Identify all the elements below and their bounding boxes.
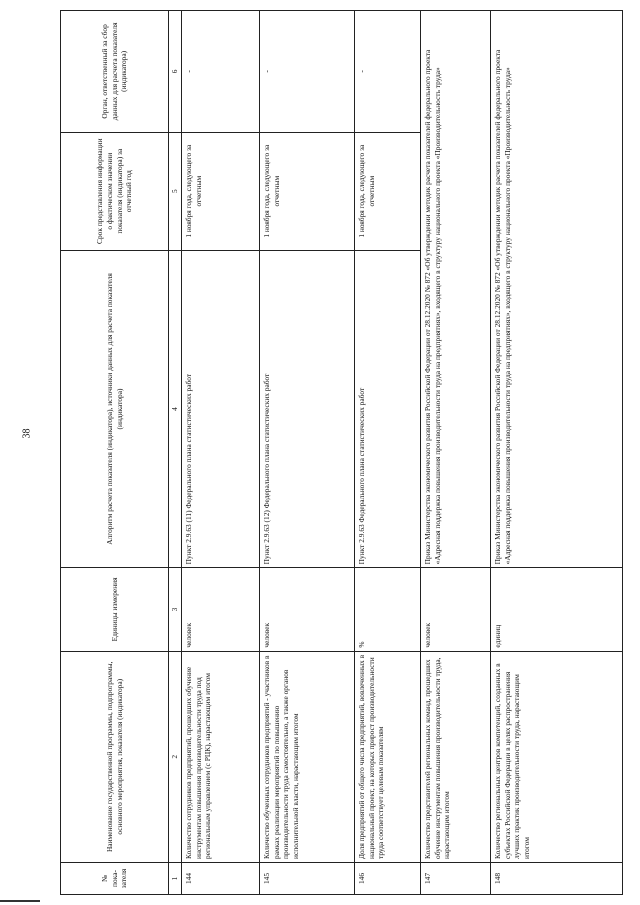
table-row (420, 11, 490, 895)
indicator-name: Количество сотрудников предприятий, прошедших обучение инструментам повышения производительности труда под региональным управлением (с РЦК), нарастающим итогом (181, 651, 259, 862)
row-number: 144 (181, 862, 259, 894)
indicator-name: Количество обученных сотрудников предприятий - участников в рамках реализации мероприятий по повышению производительности труда самостоятельно, а также органов исполнительной власти, нарастающим итогом (259, 651, 354, 862)
column-number: 4 (169, 250, 182, 568)
indicator-unit: % (354, 568, 420, 651)
row-number: 147 (420, 862, 490, 894)
indicator-algorithm: Приказ Министерства экономического развития Российской Федерации от 28.12.2020 № 872 «Об утверждении методик расчета показателей федерального проекта «Адресная поддержка повышения производительности труда на предприятиях», входящего в структуру национального проекта «Производительность труда» (490, 11, 622, 568)
indicator-unit: человек (420, 568, 490, 651)
indicator-algorithm: Пункт 2.9.63 Федерального плана статистических работ (354, 250, 420, 568)
indicator-organ: - (354, 11, 420, 133)
table-row (490, 11, 622, 895)
column-number: 3 (169, 568, 182, 651)
indicator-algorithm: Пункт 2.9.63 (11) Федерального плана статистических работ (181, 250, 259, 568)
indicator-algorithm: Приказ Министерства экономического развития Российской Федерации от 28.12.2020 № 872 «Об утверждении методик расчета показателей федерального проекта «Адресная поддержка повышения производительности труда на предприятиях», входящего в структуру национального проекта «Производительность труда» (420, 11, 490, 568)
header-organ: Орган, ответственный за сбор данных для расчета показателя (индикатора) (61, 11, 169, 133)
indicators-table (60, 10, 623, 895)
indicator-term: 1 ноября года, следующего за отчетным (259, 132, 354, 250)
indicator-term: 1 ноября года, следующего за отчетным (354, 132, 420, 250)
indicator-organ: - (259, 11, 354, 133)
indicator-unit: единиц (490, 568, 622, 651)
column-number: 1 (169, 862, 182, 894)
header-term: Срок представления информации о фактическом значении показателя (индикатора) за отчетный год (61, 132, 169, 250)
indicator-unit: человек (181, 568, 259, 651)
scan-edge-line (0, 900, 40, 902)
header-name: Наименование государственной программы, подпрограммы, основного мероприятия, показателя (индикатора) (61, 651, 169, 862)
row-number: 148 (490, 862, 622, 894)
column-number: 6 (169, 11, 182, 133)
indicator-name: Количество представителей региональных команд, прошедших обучение инструментам повышения производительности труда, нарастающим итогом (420, 651, 490, 862)
column-number: 5 (169, 132, 182, 250)
header-number: № пока-зателя (61, 862, 169, 894)
indicator-unit: человек (259, 568, 354, 651)
header-unit: Единицы измерения (61, 568, 169, 651)
row-number: 146 (354, 862, 420, 894)
table-row (259, 11, 354, 895)
row-number: 145 (259, 862, 354, 894)
rotated-table-container (60, 10, 620, 895)
header-row (61, 11, 169, 895)
column-number: 2 (169, 651, 182, 862)
page-number: 38 (21, 428, 33, 439)
column-number-row (169, 11, 182, 895)
table-row (181, 11, 259, 895)
header-algorithm: Алгоритм расчета показателя (индикатора), источники данных для расчета показателя (индикатора) (61, 250, 169, 568)
indicator-organ: - (181, 11, 259, 133)
indicator-algorithm: Пункт 2.9.63 (12) Федерального плана статистических работ (259, 250, 354, 568)
indicator-term: 1 ноября года, следующего за отчетным (181, 132, 259, 250)
indicator-name: Доля предприятий от общего числа предприятий, вовлеченных в национальный проект, на которых прирост производительности труда соответствует целевым показателям (354, 651, 420, 862)
table-row (354, 11, 420, 895)
indicator-name: Количество региональных центров компетенций, созданных в субъектах Российской Федерации в целях распространения лучших практик производительности труда, нарастающим итогом (490, 651, 622, 862)
